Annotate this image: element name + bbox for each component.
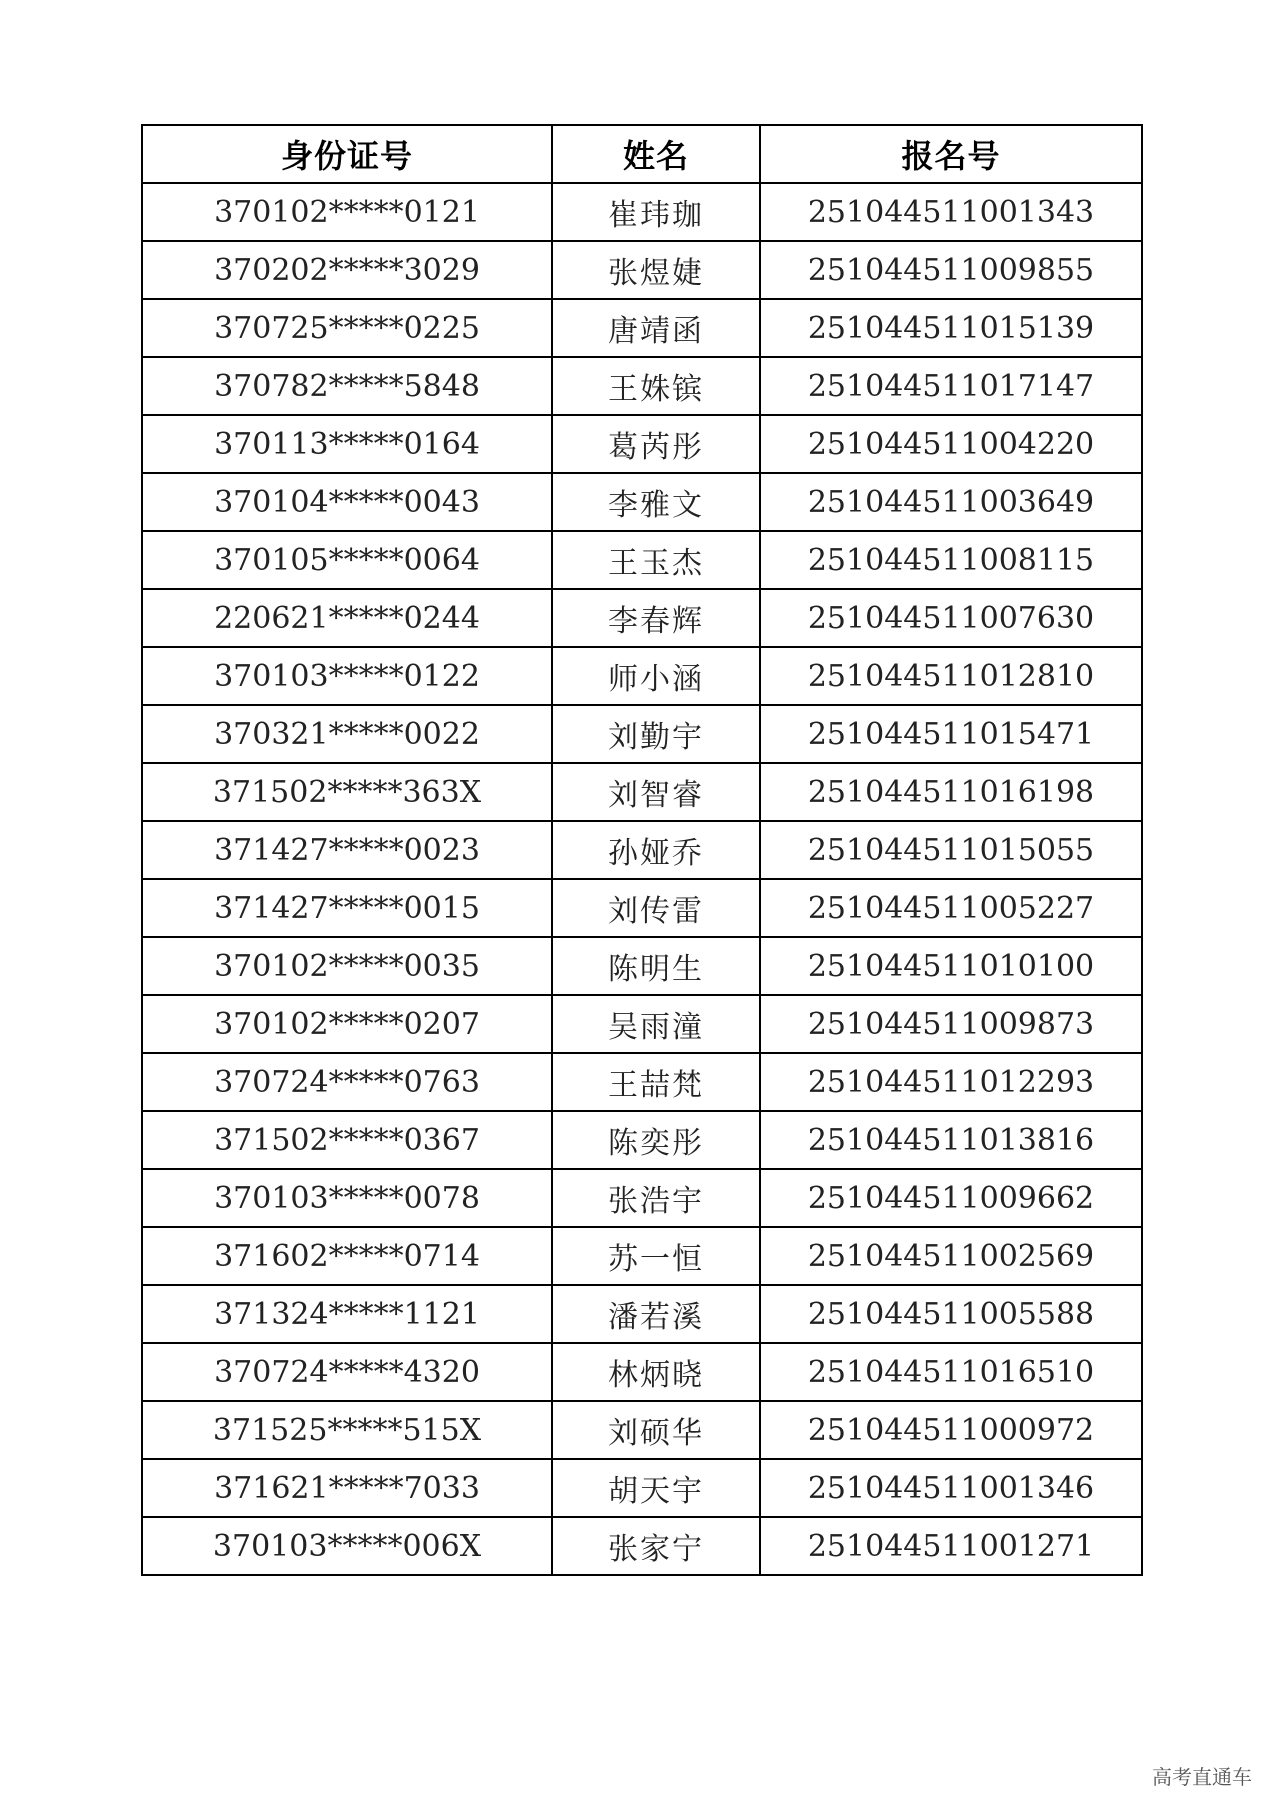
name-cell: 刘勤宇 <box>552 705 760 763</box>
id-number-cell: 370102*****0035 <box>142 937 552 995</box>
name-cell: 王玉杰 <box>552 531 760 589</box>
id-number-cell: 370103*****0122 <box>142 647 552 705</box>
id-number-cell: 370782*****5848 <box>142 357 552 415</box>
roster-table <box>141 124 1143 1576</box>
name-cell: 葛芮彤 <box>552 415 760 473</box>
registration-number-cell: 251044511015471 <box>760 705 1142 763</box>
table-row <box>142 1459 1142 1517</box>
name-cell: 刘硕华 <box>552 1401 760 1459</box>
name-cell: 胡天宇 <box>552 1459 760 1517</box>
table-row <box>142 1227 1142 1285</box>
id-number-cell: 371602*****0714 <box>142 1227 552 1285</box>
id-number-cell: 370105*****0064 <box>142 531 552 589</box>
table-row <box>142 937 1142 995</box>
column-header-registration-number: 报名号 <box>760 125 1142 183</box>
table-row <box>142 299 1142 357</box>
table-body <box>142 183 1142 1575</box>
registration-number-cell: 251044511005227 <box>760 879 1142 937</box>
name-cell: 刘传雷 <box>552 879 760 937</box>
id-number-cell: 370321*****0022 <box>142 705 552 763</box>
name-cell: 潘若溪 <box>552 1285 760 1343</box>
column-header-id-number: 身份证号 <box>142 125 552 183</box>
id-number-cell: 371427*****0015 <box>142 879 552 937</box>
table-row <box>142 473 1142 531</box>
name-cell: 孙娅乔 <box>552 821 760 879</box>
table-row <box>142 183 1142 241</box>
table-row <box>142 763 1142 821</box>
registration-number-cell: 251044511009662 <box>760 1169 1142 1227</box>
id-number-cell: 370103*****0078 <box>142 1169 552 1227</box>
registration-number-cell: 251044511016198 <box>760 763 1142 821</box>
id-number-cell: 370102*****0207 <box>142 995 552 1053</box>
table-row <box>142 821 1142 879</box>
id-number-cell: 220621*****0244 <box>142 589 552 647</box>
table-row <box>142 1517 1142 1575</box>
name-cell: 张浩宇 <box>552 1169 760 1227</box>
name-cell: 王喆梵 <box>552 1053 760 1111</box>
id-number-cell: 371621*****7033 <box>142 1459 552 1517</box>
id-number-cell: 370725*****0225 <box>142 299 552 357</box>
table-row <box>142 415 1142 473</box>
name-cell: 苏一恒 <box>552 1227 760 1285</box>
registration-number-cell: 251044511001271 <box>760 1517 1142 1575</box>
name-cell: 张煜婕 <box>552 241 760 299</box>
table-row <box>142 1169 1142 1227</box>
table-row <box>142 589 1142 647</box>
name-cell: 吴雨潼 <box>552 995 760 1053</box>
id-number-cell: 370102*****0121 <box>142 183 552 241</box>
name-cell: 王姝镔 <box>552 357 760 415</box>
table-row <box>142 879 1142 937</box>
name-cell: 陈明生 <box>552 937 760 995</box>
registration-number-cell: 251044511009855 <box>760 241 1142 299</box>
table-row <box>142 357 1142 415</box>
registration-number-cell: 251044511012293 <box>760 1053 1142 1111</box>
name-cell: 师小涵 <box>552 647 760 705</box>
registration-number-cell: 251044511009873 <box>760 995 1142 1053</box>
table-row <box>142 1343 1142 1401</box>
registration-number-cell: 251044511015139 <box>760 299 1142 357</box>
column-header-name: 姓名 <box>552 125 760 183</box>
id-number-cell: 370103*****006X <box>142 1517 552 1575</box>
watermark-text: 高考直通车 <box>1152 1765 1252 1789</box>
id-number-cell: 371427*****0023 <box>142 821 552 879</box>
id-number-cell: 370202*****3029 <box>142 241 552 299</box>
name-cell: 张家宁 <box>552 1517 760 1575</box>
registration-number-cell: 251044511005588 <box>760 1285 1142 1343</box>
name-cell: 李雅文 <box>552 473 760 531</box>
registration-number-cell: 251044511017147 <box>760 357 1142 415</box>
registration-number-cell: 251044511016510 <box>760 1343 1142 1401</box>
registration-number-cell: 251044511004220 <box>760 415 1142 473</box>
name-cell: 刘智睿 <box>552 763 760 821</box>
registration-number-cell: 251044511015055 <box>760 821 1142 879</box>
table-header-row <box>142 125 1142 183</box>
name-cell: 崔玮珈 <box>552 183 760 241</box>
registration-number-cell: 251044511013816 <box>760 1111 1142 1169</box>
registration-number-cell: 251044511001346 <box>760 1459 1142 1517</box>
name-cell: 唐靖函 <box>552 299 760 357</box>
table-row <box>142 995 1142 1053</box>
registration-number-cell: 251044511010100 <box>760 937 1142 995</box>
name-cell: 陈奕彤 <box>552 1111 760 1169</box>
id-number-cell: 370724*****4320 <box>142 1343 552 1401</box>
registration-number-cell: 251044511000972 <box>760 1401 1142 1459</box>
table-row <box>142 1053 1142 1111</box>
id-number-cell: 371502*****363X <box>142 763 552 821</box>
name-cell: 林炳晓 <box>552 1343 760 1401</box>
table-row <box>142 1285 1142 1343</box>
registration-number-cell: 251044511012810 <box>760 647 1142 705</box>
table-row <box>142 647 1142 705</box>
id-number-cell: 371502*****0367 <box>142 1111 552 1169</box>
table-row <box>142 1111 1142 1169</box>
id-number-cell: 371525*****515X <box>142 1401 552 1459</box>
name-cell: 李春辉 <box>552 589 760 647</box>
id-number-cell: 370724*****0763 <box>142 1053 552 1111</box>
id-number-cell: 370104*****0043 <box>142 473 552 531</box>
registration-number-cell: 251044511001343 <box>760 183 1142 241</box>
table-row <box>142 241 1142 299</box>
registration-number-cell: 251044511003649 <box>760 473 1142 531</box>
table-row <box>142 705 1142 763</box>
table-row <box>142 531 1142 589</box>
registration-number-cell: 251044511008115 <box>760 531 1142 589</box>
registration-number-cell: 251044511007630 <box>760 589 1142 647</box>
table-row <box>142 1401 1142 1459</box>
registration-number-cell: 251044511002569 <box>760 1227 1142 1285</box>
id-number-cell: 371324*****1121 <box>142 1285 552 1343</box>
id-number-cell: 370113*****0164 <box>142 415 552 473</box>
